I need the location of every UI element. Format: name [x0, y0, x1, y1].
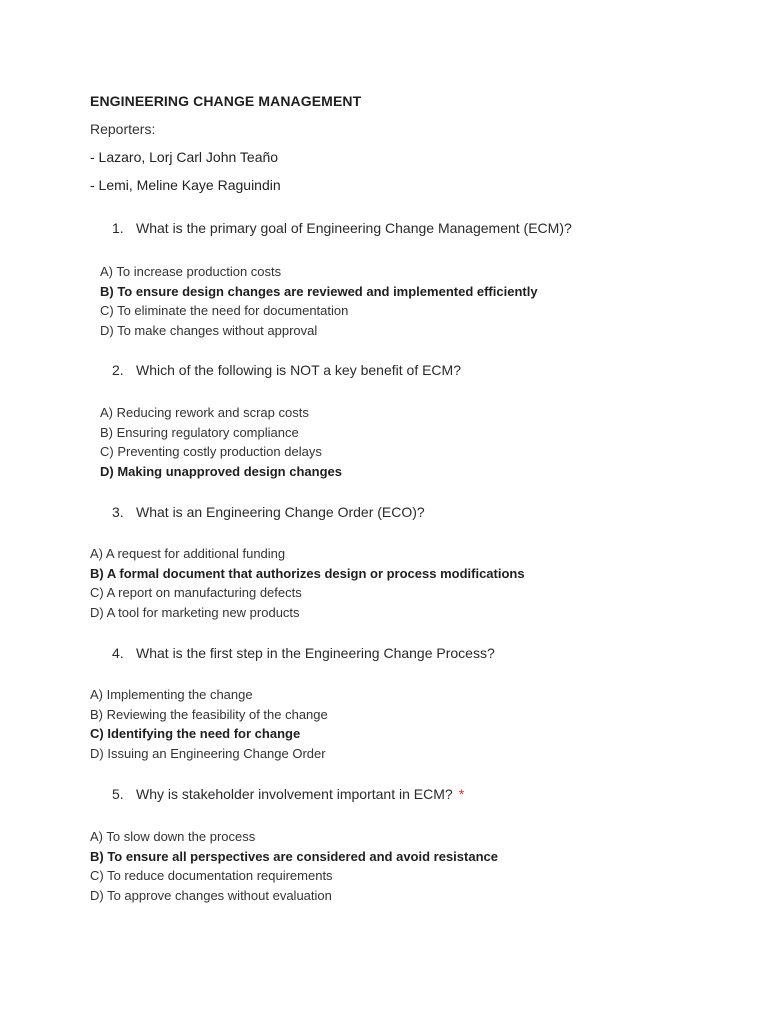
option-c: C) To reduce documentation requirements — [90, 868, 333, 884]
option-d-correct: D) Making unapproved design changes — [100, 464, 342, 480]
option-d: D) Issuing an Engineering Change Order — [90, 746, 326, 762]
option-a: A) A request for additional funding — [90, 546, 286, 561]
question-5 — [112, 786, 464, 802]
option-b-correct: B) A formal document that authorizes design or process modifications — [90, 565, 525, 581]
option-d: D) A tool for marketing new products — [90, 605, 300, 621]
option-b-correct: B) To ensure all perspectives are considered and avoid resistance — [90, 848, 498, 864]
option-a: A) Implementing the change — [90, 687, 253, 702]
question-text: What is the first step in the Engineering Change Process? — [136, 645, 495, 661]
question-number: 5. — [112, 786, 124, 802]
question-4 — [112, 645, 501, 661]
reporter-1: - Lazaro, Lorj Carl John Teaño — [90, 149, 279, 165]
option-c-correct: C) Identifying the need for change — [90, 726, 301, 742]
options-q4 — [90, 685, 328, 764]
question-text: What is the primary goal of Engineering Change Management (ECM)? — [136, 220, 572, 236]
question-text: Why is stakeholder involvement important in ECM? — [136, 786, 453, 802]
required-mark: * — [458, 786, 465, 802]
question-number: 2. — [112, 362, 124, 378]
question-3 — [112, 504, 431, 520]
option-b-correct: B) To ensure design changes are reviewed and implemented efficiently — [100, 283, 538, 299]
reporter-2: - Lemi, Meline Kaye Raguindin — [90, 177, 281, 193]
question-text: Which of the following is NOT a key benefit of ECM? — [136, 362, 461, 378]
options-q5 — [90, 827, 498, 906]
question-number: 1. — [112, 220, 124, 236]
option-c: C) Preventing costly production delays — [100, 444, 322, 460]
question-number: 4. — [112, 645, 124, 661]
question-number: 3. — [112, 504, 124, 520]
option-d: D) To make changes without approval — [100, 323, 318, 339]
option-b: B) Ensuring regulatory compliance — [100, 424, 299, 440]
reporters-label: Reporters: — [90, 121, 156, 137]
option-d: D) To approve changes without evaluation — [90, 888, 332, 904]
question-2 — [112, 362, 467, 378]
options-q1 — [100, 262, 538, 341]
option-a: A) Reducing rework and scrap costs — [100, 405, 309, 420]
option-a: A) To slow down the process — [90, 829, 256, 844]
option-a: A) To increase production costs — [100, 264, 282, 279]
option-c: C) To eliminate the need for documentation — [100, 303, 349, 319]
option-c: C) A report on manufacturing defects — [90, 585, 302, 601]
question-text: What is an Engineering Change Order (ECO)? — [136, 504, 425, 520]
document-title: ENGINEERING CHANGE MANAGEMENT — [90, 93, 362, 109]
options-q3 — [90, 544, 525, 623]
option-b: B) Reviewing the feasibility of the change — [90, 706, 328, 722]
question-1 — [112, 220, 578, 236]
options-q2 — [100, 403, 342, 482]
